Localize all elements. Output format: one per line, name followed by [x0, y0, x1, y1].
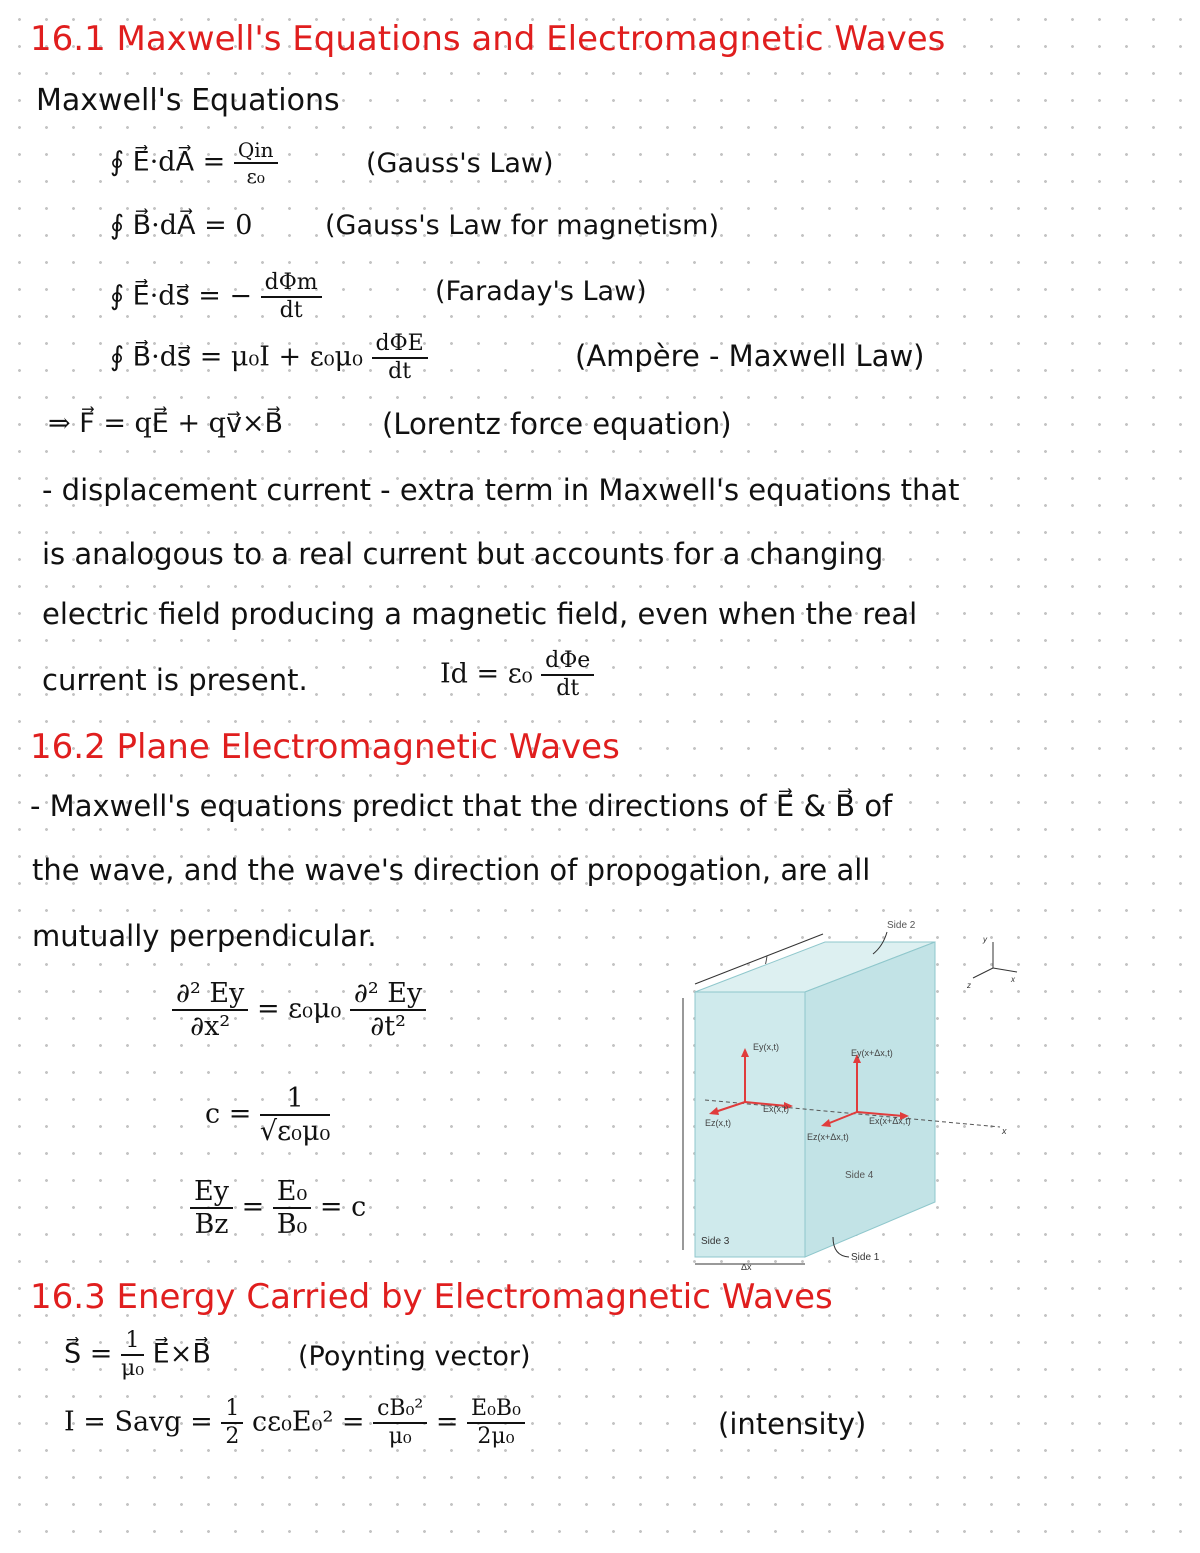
intensity-n1: 1 — [221, 1398, 243, 1424]
intensity-n3: E₀B₀ — [467, 1398, 525, 1424]
gauss-magnetism-equation: ∮ B⃗·dA⃗ = 0 — [110, 210, 253, 241]
displacement-current-equation — [440, 650, 594, 700]
intensity-n2: cB₀² — [373, 1398, 427, 1424]
faraday-den: dt — [279, 298, 303, 323]
wave-mid: = ε₀μ₀ — [256, 993, 342, 1025]
dx-label: Δx — [741, 1262, 752, 1272]
displacement-line-4: current is present. — [42, 663, 308, 697]
triad-y-label: y — [983, 935, 987, 944]
ez-label: Ez(x,t) — [705, 1118, 731, 1128]
intensity-fraction-2 — [373, 1398, 427, 1448]
ratio-n2: E₀ — [273, 1178, 312, 1209]
wave-lhs-fraction — [172, 980, 248, 1040]
x-axis-label: x — [1002, 1126, 1007, 1136]
side-3-label: Side 3 — [701, 1236, 730, 1247]
ratio-fraction-2 — [273, 1178, 312, 1238]
intensity-fraction-3 — [467, 1398, 525, 1448]
wave-rhs-den: ∂t² — [370, 1011, 406, 1042]
faraday-lhs: ∮ E⃗·ds⃗ = − — [110, 280, 253, 312]
gauss-den: ε₀ — [246, 164, 265, 188]
ampere-den: dt — [388, 359, 412, 384]
ampere-num: dΦE — [372, 333, 428, 359]
intensity-d2: μ₀ — [388, 1424, 412, 1449]
ratio-d2: B₀ — [276, 1209, 308, 1240]
ez2-label: Ez(x+Δx,t) — [807, 1132, 849, 1142]
c-lhs: c = — [205, 1098, 252, 1130]
poynting-lhs: S⃗ = — [64, 1338, 113, 1370]
ampere-fraction — [372, 333, 428, 383]
poynting-fraction — [121, 1330, 144, 1380]
intensity-mid2: = — [435, 1406, 459, 1438]
wave-rhs-num: ∂² Ey — [350, 980, 426, 1011]
ampere-lhs: ∮ B⃗·ds⃗ = μ₀I + ε₀μ₀ — [110, 341, 363, 373]
poynting-num: 1 — [121, 1330, 144, 1356]
ratio-fraction-1 — [190, 1178, 233, 1238]
faraday-law-label: (Faraday's Law) — [435, 276, 647, 307]
lorentz-force-label: (Lorentz force equation) — [382, 407, 732, 441]
id-lhs: Id = ε₀ — [440, 658, 533, 690]
section-16-1-heading: 16.1 Maxwell's Equations and Electromagnetic Waves — [30, 19, 946, 59]
gauss-law-equation — [110, 140, 278, 186]
gauss-num: Qin — [234, 140, 278, 164]
ey2-label: Ey(x+Δx,t) — [851, 1048, 893, 1058]
displacement-line-1: - displacement current - extra term in Maxwell's equations that — [42, 473, 960, 507]
triad-z-axis — [973, 968, 993, 978]
gauss-fraction — [234, 140, 278, 186]
intensity-d3: 2μ₀ — [477, 1424, 515, 1449]
gauss-magnetism-label: (Gauss's Law for magnetism) — [325, 210, 719, 241]
poynting-label: (Poynting vector) — [298, 1341, 531, 1372]
plane-waves-line-2: the wave, and the wave's direction of propogation, are all — [32, 853, 871, 887]
em-wave-box-diagram — [665, 912, 1020, 1272]
ratio-equals: = — [241, 1191, 265, 1223]
faraday-num: dΦm — [261, 272, 322, 298]
intensity-equation — [64, 1398, 525, 1448]
ex-label: Ex(x,t) — [763, 1104, 789, 1114]
id-num: dΦe — [541, 650, 594, 676]
wave-lhs-den: ∂x² — [190, 1011, 231, 1042]
c-fraction — [260, 1085, 330, 1145]
box-right-face — [805, 942, 935, 1257]
wave-rhs-fraction — [350, 980, 426, 1040]
ratio-n1: Ey — [190, 1178, 233, 1209]
intensity-mid1: cε₀E₀² = — [251, 1406, 365, 1438]
plane-waves-line-3: mutually perpendicular. — [32, 919, 377, 953]
intensity-label: (intensity) — [718, 1407, 867, 1441]
plane-waves-line-1: - Maxwell's equations predict that the directions of E⃗ & B⃗ of — [30, 789, 893, 823]
triad-z-label: z — [967, 981, 971, 990]
speed-of-light-equation — [205, 1085, 330, 1145]
poynting-rhs: E⃗×B⃗ — [152, 1338, 211, 1370]
triad-x-axis — [993, 968, 1017, 972]
c-den: √ε₀μ₀ — [259, 1116, 331, 1147]
wave-equation — [172, 980, 426, 1040]
side-2-label: Side 2 — [887, 920, 916, 931]
ampere-maxwell-equation — [110, 333, 428, 383]
gauss-lhs: ∮ E⃗·dA⃗ = — [110, 146, 226, 178]
wave-lhs-num: ∂² Ey — [172, 980, 248, 1011]
id-den: dt — [556, 676, 580, 701]
ampere-maxwell-label: (Ampère - Maxwell Law) — [575, 339, 925, 373]
field-ratio-equation — [190, 1178, 366, 1238]
maxwells-equations-subheading: Maxwell's Equations — [36, 83, 340, 118]
ey-label: Ey(x,t) — [753, 1042, 779, 1052]
faraday-fraction — [261, 272, 322, 322]
displacement-line-2: is analogous to a real current but accounts for a changing — [42, 537, 884, 571]
intensity-fraction-1 — [221, 1398, 243, 1448]
intensity-lhs: I = Savg = — [64, 1406, 213, 1438]
poynting-equation — [64, 1330, 211, 1380]
ex2-label: Ex(x+Δx,t) — [869, 1116, 911, 1126]
length-label: l — [765, 956, 768, 967]
section-16-3-heading: 16.3 Energy Carried by Electromagnetic Waves — [30, 1277, 833, 1317]
faraday-equation — [110, 272, 322, 322]
triad-x-label: x — [1011, 975, 1015, 984]
displacement-line-3: electric field producing a magnetic field, even when the real — [42, 597, 918, 631]
intensity-d1: 2 — [225, 1424, 240, 1449]
id-fraction — [541, 650, 594, 700]
lorentz-force-equation: ⇒ F⃗ = qE⃗ + qv⃗×B⃗ — [48, 408, 284, 439]
ratio-d1: Bz — [194, 1209, 229, 1240]
section-16-2-heading: 16.2 Plane Electromagnetic Waves — [30, 727, 620, 767]
gauss-law-label: (Gauss's Law) — [366, 148, 554, 179]
c-num: 1 — [260, 1085, 330, 1116]
ratio-tail: = c — [319, 1191, 367, 1223]
side-1-label: Side 1 — [851, 1252, 880, 1263]
side-4-label: Side 4 — [845, 1170, 874, 1181]
poynting-den: μ₀ — [120, 1356, 145, 1381]
